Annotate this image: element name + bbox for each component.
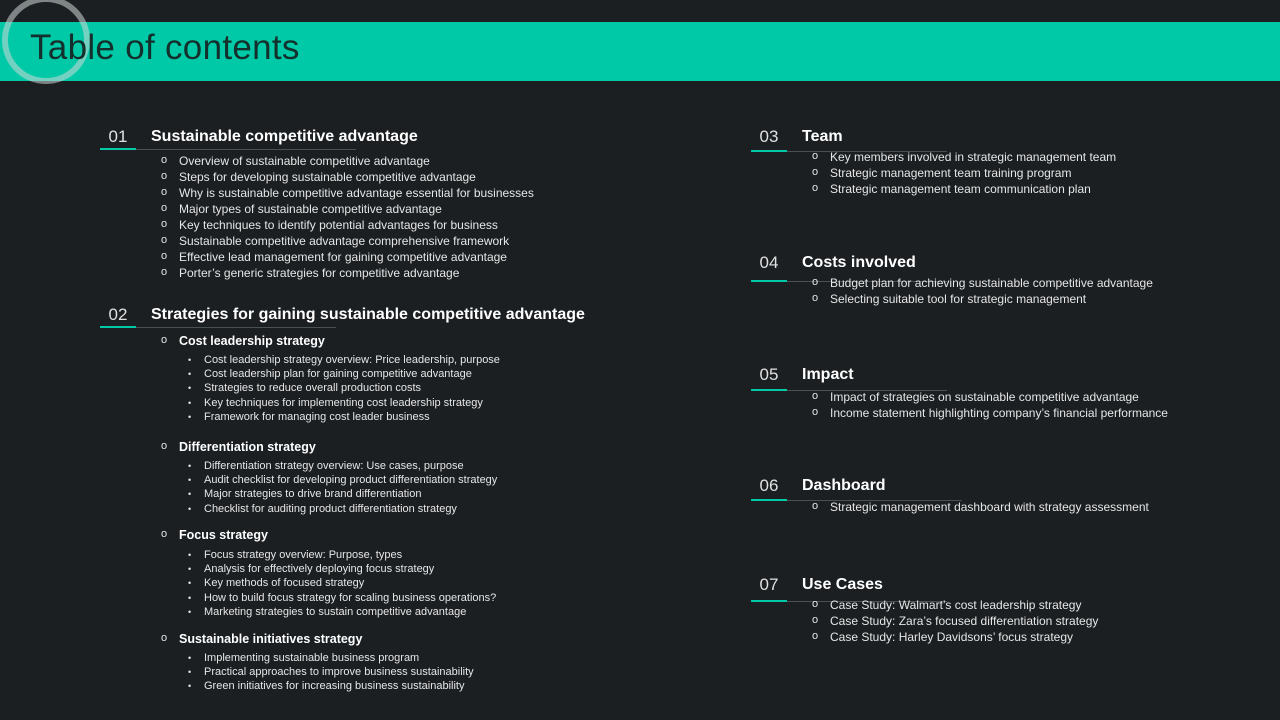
section-07-list	[812, 597, 1098, 645]
section-title: Sustainable competitive advantage	[151, 128, 418, 145]
subsection-list	[184, 353, 500, 424]
list-item: • Strategies to reduce overall production costs	[184, 381, 500, 395]
subsection-list	[184, 651, 474, 694]
section-divider	[136, 149, 356, 150]
section-number: 02	[108, 305, 128, 324]
section-title: Costs involved	[802, 254, 916, 271]
list-item: o Key techniques to identify potential advantages for business	[161, 217, 534, 233]
section-divider	[136, 327, 336, 328]
list-item: o Impact of strategies on sustainable competitive advantage	[812, 389, 1168, 405]
section-number: 03	[759, 127, 779, 146]
section-03-list	[812, 149, 1116, 197]
list-item: o Budget plan for achieving sustainable competitive advantage	[812, 275, 1153, 291]
list-item: • Green initiatives for increasing business sustainability	[184, 679, 474, 693]
section-accent-line	[100, 326, 136, 328]
section-title: Impact	[802, 366, 854, 383]
list-item: o Strategic management dashboard with strategy assessment	[812, 499, 1149, 515]
list-item: • Checklist for auditing product differentiation strategy	[184, 502, 497, 516]
page-title: Table of contents	[30, 28, 300, 67]
list-item: o Steps for developing sustainable competitive advantage	[161, 169, 534, 185]
section-accent-line	[751, 600, 787, 602]
section-number: 07	[759, 575, 779, 594]
section-number: 04	[759, 253, 779, 272]
list-item: • Cost leadership strategy overview: Price leadership, purpose	[184, 353, 500, 367]
subsection-list	[184, 459, 497, 516]
section-number: 05	[759, 365, 779, 384]
list-item: o Major types of sustainable competitive advantage	[161, 201, 534, 217]
list-item: • Key methods of focused strategy	[184, 576, 496, 590]
list-item: o Key members involved in strategic management team	[812, 149, 1116, 165]
subsection-list	[184, 548, 496, 619]
list-item: o Case Study: Walmart’s cost leadership strategy	[812, 597, 1098, 613]
list-item: • Framework for managing cost leader business	[184, 410, 500, 424]
section-accent-line	[751, 389, 787, 391]
list-item: • Cost leadership plan for gaining competitive advantage	[184, 367, 500, 381]
section-05-list	[812, 389, 1168, 421]
list-item: • Implementing sustainable business program	[184, 651, 474, 665]
list-item: • Differentiation strategy overview: Use cases, purpose	[184, 459, 497, 473]
list-item: o Income statement highlighting company’s financial performance	[812, 405, 1168, 421]
subsection-title: o Differentiation strategy	[161, 440, 316, 454]
list-item: o Overview of sustainable competitive advantage	[161, 153, 534, 169]
list-item: • Audit checklist for developing product differentiation strategy	[184, 473, 497, 487]
section-title: Strategies for gaining sustainable competitive advantage	[151, 306, 585, 323]
section-number: 06	[759, 476, 779, 495]
list-item: o Selecting suitable tool for strategic management	[812, 291, 1153, 307]
list-item: o Strategic management team training program	[812, 165, 1116, 181]
list-item: o Strategic management team communication plan	[812, 181, 1116, 197]
section-number: 01	[108, 127, 128, 146]
section-01-list	[161, 153, 534, 281]
section-title: Dashboard	[802, 477, 886, 494]
list-item: o Case Study: Harley Davidsons’ focus strategy	[812, 629, 1098, 645]
list-item: • Practical approaches to improve business sustainability	[184, 665, 474, 679]
section-accent-line	[100, 148, 136, 150]
list-item: • Analysis for effectively deploying focus strategy	[184, 562, 496, 576]
list-item: o Effective lead management for gaining competitive advantage	[161, 249, 534, 265]
list-item: o Sustainable competitive advantage comprehensive framework	[161, 233, 534, 249]
list-item: • Marketing strategies to sustain competitive advantage	[184, 605, 496, 619]
list-item: o Porter’s generic strategies for competitive advantage	[161, 265, 534, 281]
section-title: Use Cases	[802, 576, 883, 593]
list-item: • Focus strategy overview: Purpose, types	[184, 548, 496, 562]
section-accent-line	[751, 499, 787, 501]
subsection-title: o Sustainable initiatives strategy	[161, 632, 362, 646]
list-item: • Key techniques for implementing cost leadership strategy	[184, 396, 500, 410]
list-item: • Major strategies to drive brand differentiation	[184, 487, 497, 501]
section-04-list	[812, 275, 1153, 307]
section-title: Team	[802, 128, 843, 145]
list-item: o Why is sustainable competitive advantage essential for businesses	[161, 185, 534, 201]
section-accent-line	[751, 150, 787, 152]
list-item: o Case Study: Zara’s focused differentiation strategy	[812, 613, 1098, 629]
section-accent-line	[751, 280, 787, 282]
subsection-title: o Focus strategy	[161, 528, 268, 542]
section-06-list	[812, 499, 1149, 515]
list-item: • How to build focus strategy for scaling business operations?	[184, 591, 496, 605]
subsection-title: o Cost leadership strategy	[161, 334, 325, 348]
